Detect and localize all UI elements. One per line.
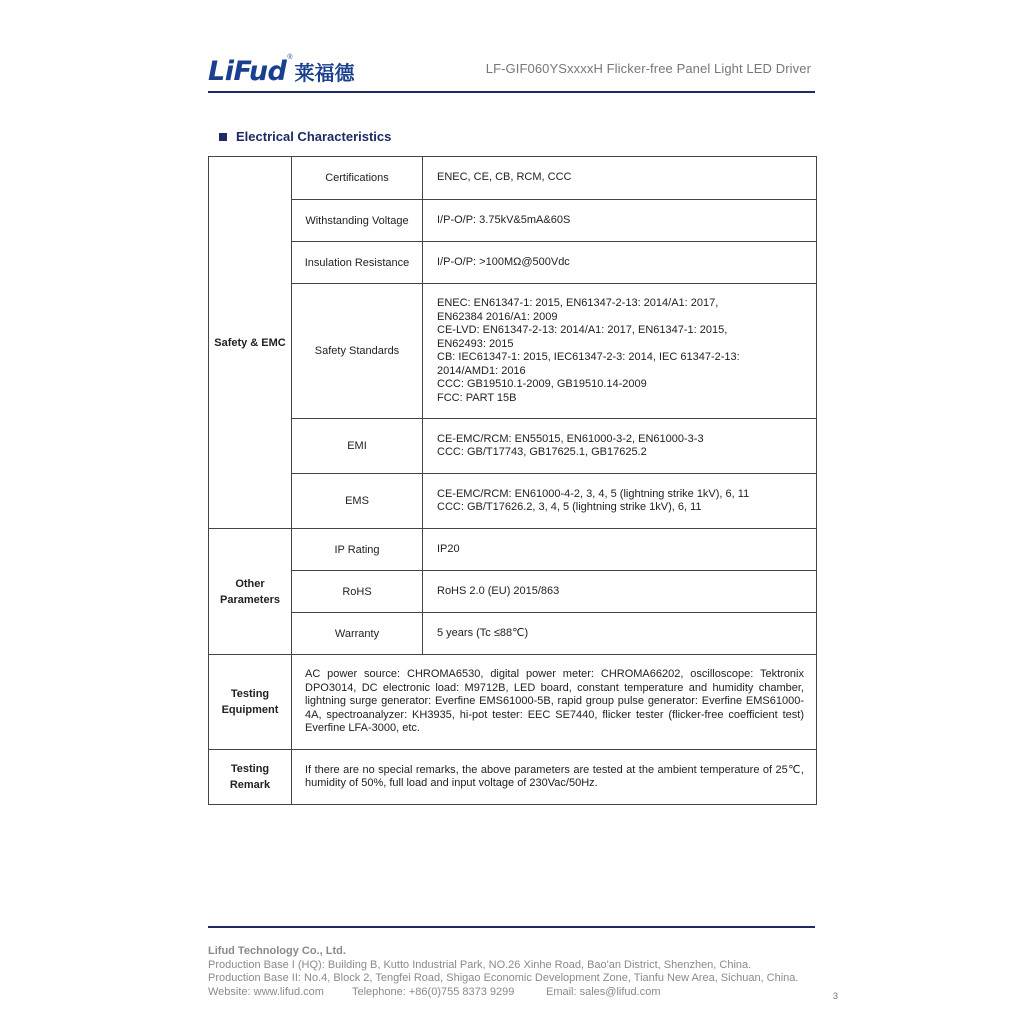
param-rohs: RoHS	[292, 571, 423, 613]
group-safety-emc: Safety & EMC	[209, 157, 292, 529]
company-logo	[208, 52, 355, 86]
group-label-line: Equipment	[221, 704, 279, 716]
param-withstanding-voltage: Withstanding Voltage	[292, 200, 423, 242]
section-title: Electrical Characteristics	[236, 129, 392, 144]
footer-contact-row	[208, 986, 798, 1000]
value-rohs: RoHS 2.0 (EU) 2015/863	[423, 571, 817, 613]
safety-standard-line: FCC: PART 15B	[437, 391, 517, 404]
header-divider	[208, 91, 815, 93]
square-bullet-icon	[219, 133, 227, 141]
footer-base-1: Production Base I (HQ): Building B, Kutto Industrial Park, NO.26 Xinhe Road, Bao'an District, Shenzhen, China.	[208, 958, 752, 971]
section-heading	[219, 129, 391, 144]
safety-standard-line: CE-LVD: EN61347-2-13: 2014/A1: 2017, EN61347-1: 2015,	[437, 324, 728, 336]
safety-standard-line: EN62384 2016/A1: 2009	[437, 310, 558, 323]
footer-base-2: Production Base II: No.4, Block 2, Tengfei Road, Shigao Economic Development Zone, Tianfu New Area, Sichuan, China.	[208, 972, 799, 984]
safety-standard-line: CCC: GB19510.1-2009, GB19510.14-2009	[437, 378, 647, 390]
group-label-line: Parameters	[220, 593, 280, 606]
group-label-line: Testing	[230, 763, 270, 775]
value-ems	[423, 474, 817, 529]
safety-standard-line: CB: IEC61347-1: 2015, IEC61347-2-3: 2014, IEC 61347-2-13:	[437, 351, 740, 363]
value-testing-equipment: AC power source: CHROMA6530, digital power meter: CHROMA66202, oscilloscope: Tektronix DPO3014, DC electronic load: M9712B, LED board, constant temperature and humidity chamber, lightning surge generator: Everfine EMS61000-5B, rapid group pulse generator: Everfine EMS61000-4A, spectroanalyzer: KH3935, hi-pot tester: EEC SE7440, flicker tester (flicker-free coefficient test) Everfine LFA-3000, etc.	[292, 655, 817, 750]
footer-website: Website: www.lifud.com	[208, 985, 324, 998]
param-certifications: Certifications	[292, 157, 423, 200]
ems-line: CE-EMC/RCM: EN61000-4-2, 3, 4, 5 (lightning strike 1kV), 6, 11	[437, 487, 750, 500]
group-testing-equipment	[209, 655, 292, 750]
value-withstanding-voltage: I/P-O/P: 3.75kV&5mA&60S	[423, 200, 817, 242]
table-row	[209, 419, 817, 474]
document-title: LF-GIF060YSxxxxH Flicker-free Panel Light LED Driver	[485, 61, 811, 76]
table-row	[209, 529, 817, 571]
group-label-line: Testing	[230, 688, 270, 700]
param-emi: EMI	[292, 419, 423, 474]
page-number: 3	[833, 991, 839, 1001]
footer	[208, 945, 798, 999]
value-emi	[423, 419, 817, 474]
value-safety-standards	[423, 284, 817, 419]
logo-registered-mark: ®	[287, 54, 293, 61]
emi-line: CCC: GB/T17743, GB17625.1, GB17625.2	[437, 446, 647, 458]
safety-standard-line: ENEC: EN61347-1: 2015, EN61347-2-13: 2014/A1: 2017,	[437, 297, 719, 309]
value-warranty: 5 years (Tc ≤88℃)	[423, 613, 817, 655]
footer-divider	[208, 926, 815, 928]
table-row	[209, 242, 817, 284]
param-insulation-resistance: Insulation Resistance	[292, 242, 423, 284]
value-testing-remark: If there are no special remarks, the above parameters are tested at the ambient temperature of 25℃, humidity of 50%, full load and input voltage of 230Vac/50Hz.	[292, 750, 817, 805]
table-row	[209, 157, 817, 200]
footer-company-name: Lifud Technology Co., Ltd.	[208, 945, 346, 957]
footer-telephone: Telephone: +86(0)755 8373 9299	[352, 985, 515, 998]
table-row	[209, 284, 817, 419]
param-ems: EMS	[292, 474, 423, 529]
electrical-characteristics-table	[208, 156, 817, 805]
emi-line: CE-EMC/RCM: EN55015, EN61000-3-2, EN61000-3-3	[437, 432, 704, 445]
table-row	[209, 474, 817, 529]
table-row	[209, 200, 817, 242]
safety-standard-line: EN62493: 2015	[437, 337, 514, 350]
group-other-parameters	[209, 529, 292, 655]
table-row	[209, 750, 817, 805]
logo-text-cn: 莱福德	[294, 61, 355, 85]
table-row	[209, 613, 817, 655]
param-ip-rating: IP Rating	[292, 529, 423, 571]
value-certifications: ENEC, CE, CB, RCM, CCC	[423, 157, 817, 200]
param-warranty: Warranty	[292, 613, 423, 655]
param-safety-standards: Safety Standards	[292, 284, 423, 419]
footer-email: Email: sales@lifud.com	[546, 985, 661, 998]
safety-standard-line: 2014/AMD1: 2016	[437, 364, 526, 377]
logo-text-en: LiFud	[208, 56, 287, 87]
table-row	[209, 655, 817, 750]
ems-line: CCC: GB/T17626.2, 3, 4, 5 (lightning strike 1kV), 6, 11	[437, 501, 702, 513]
group-label-line: Remark	[229, 779, 271, 791]
table-row	[209, 571, 817, 613]
value-insulation-resistance: I/P-O/P: >100MΩ@500Vdc	[423, 242, 817, 284]
value-ip-rating: IP20	[423, 529, 817, 571]
group-label-line: Other	[235, 577, 265, 590]
group-testing-remark	[209, 750, 292, 805]
